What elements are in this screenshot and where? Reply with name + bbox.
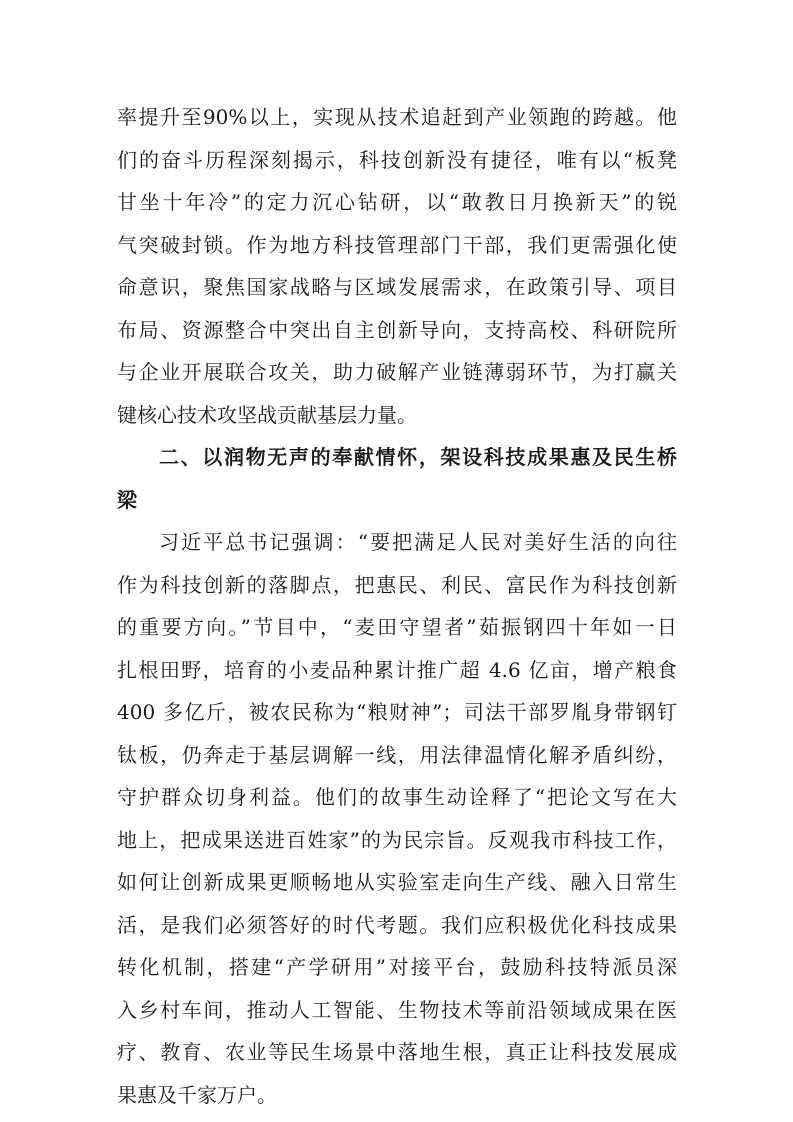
text-line: 作为科技创新的落脚点，把惠民、利民、富民作为科技创新	[117, 572, 677, 597]
text-line: 如何让创新成果更顺畅地从实验室走向生产线、融入日常生	[117, 870, 677, 894]
text-line: 钛板，仍奔走于基层调解一线，用法律温情化解矛盾纠纷，	[117, 742, 677, 767]
text-line: 转化机制，搭建“产学研用”对接平台，鼓励科技特派员深	[117, 955, 677, 979]
text-line: 布局、资源整合中突出自主创新导向，支持高校、科研院所	[117, 317, 677, 342]
text-line: 习近平总书记强调：“要把满足人民对美好生活的向往	[159, 530, 677, 554]
text-line: 甘坐十年冷”的定力沉心钻研，以“敢教日月换新天”的锐	[117, 190, 677, 214]
text-line: 守护群众切身利益。他们的故事生动诠释了“把论文写在大	[117, 785, 677, 809]
text-line: 键核心技术攻坚战贡献基层力量。	[117, 402, 417, 427]
section-heading	[117, 436, 677, 521]
text-line: 与企业开展联合攻关，助力破解产业链薄弱环节，为打赢关	[117, 360, 677, 384]
text-line: 活，是我们必须答好的时代考题。我们应积极优化科技成果	[117, 912, 677, 937]
heading-line: 二、以润物无声的奉献情怀，架设科技成果惠及民生桥	[159, 445, 677, 469]
text-line: 果惠及千家万户。	[117, 1082, 277, 1107]
text-line: 400 多亿斤，被农民称为“粮财神”；司法干部罗胤身带钢钉	[117, 700, 677, 724]
text-line: 们的奋斗历程深刻揭示，科技创新没有捷径，唯有以“板凳	[117, 147, 677, 172]
text-line: 命意识，聚焦国家战略与区域发展需求，在政策引导、项目	[117, 275, 677, 299]
text-line: 扎根田野，培育的小麦品种累计推广超 4.6 亿亩，增产粮食	[117, 657, 677, 682]
text-line: 气突破封锁。作为地方科技管理部门干部，我们更需强化使	[117, 232, 677, 257]
paragraph-continuation	[117, 96, 677, 436]
document-body	[117, 96, 677, 1116]
text-line: 疗、教育、农业等民生场景中落地生根，真正让科技发展成	[117, 1040, 677, 1064]
text-line: 率提升至90%以上，实现从技术追赶到产业领跑的跨越。他	[117, 105, 677, 129]
text-line: 的重要方向。”节目中，“麦田守望者”茹振钢四十年如一日	[117, 615, 677, 639]
paragraph-body	[117, 521, 677, 1116]
text-line: 入乡村车间，推动人工智能、生物技术等前沿领域成果在医	[117, 997, 677, 1022]
heading-line: 梁	[117, 487, 137, 512]
text-line: 地上，把成果送进百姓家”的为民宗旨。反观我市科技工作，	[117, 827, 677, 852]
